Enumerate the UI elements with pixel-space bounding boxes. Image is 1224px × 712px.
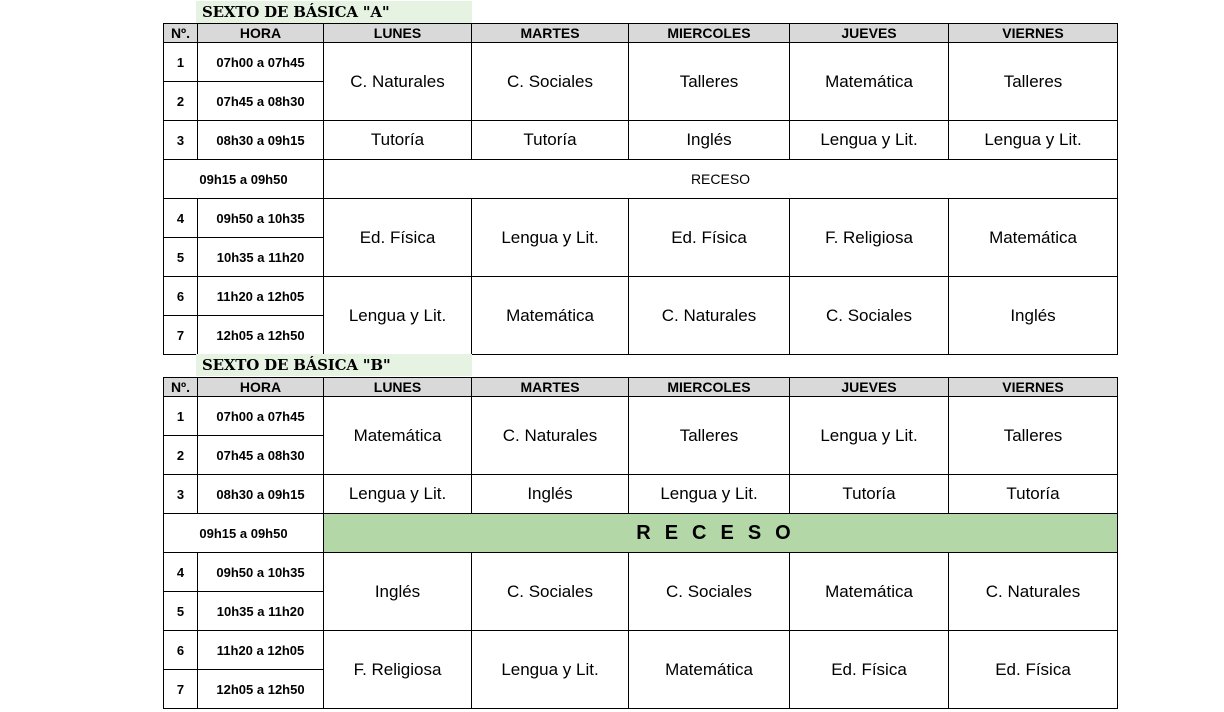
col-header-hora: HORA — [198, 378, 324, 397]
section-title: SEXTO DE BÁSICA "B" — [196, 354, 472, 376]
subject-cell: Talleres — [629, 43, 790, 121]
schedule-table — [163, 23, 1118, 355]
period-number: 3 — [164, 475, 198, 514]
table-row — [164, 277, 1118, 316]
table-row — [164, 43, 1118, 82]
col-header-jueves: JUEVES — [790, 24, 949, 43]
table-row — [164, 475, 1118, 514]
period-number: 7 — [164, 316, 198, 355]
period-number: 5 — [164, 238, 198, 277]
recess-time: 09h15 a 09h50 — [164, 514, 324, 553]
header-row — [164, 24, 1118, 43]
subject-cell: F. Religiosa — [324, 631, 472, 709]
period-number: 4 — [164, 553, 198, 592]
subject-cell: Lengua y Lit. — [629, 475, 790, 514]
period-number: 5 — [164, 592, 198, 631]
col-header-jueves: JUEVES — [790, 378, 949, 397]
subject-cell: Lengua y Lit. — [472, 199, 629, 277]
subject-cell: Matemática — [324, 397, 472, 475]
col-header-viernes: VIERNES — [949, 24, 1118, 43]
period-time: 09h50 a 10h35 — [198, 553, 324, 592]
subject-cell: C. Naturales — [949, 553, 1118, 631]
subject-cell: Talleres — [949, 43, 1118, 121]
subject-cell: Tutoría — [949, 475, 1118, 514]
period-number: 1 — [164, 397, 198, 436]
subject-cell: Lengua y Lit. — [472, 631, 629, 709]
table-row — [164, 553, 1118, 592]
col-header-miercoles: MIERCOLES — [629, 24, 790, 43]
header-row — [164, 378, 1118, 397]
table-row — [164, 121, 1118, 160]
period-time: 07h45 a 08h30 — [198, 436, 324, 475]
subject-cell: Inglés — [472, 475, 629, 514]
col-header-num: Nº. — [164, 378, 198, 397]
subject-cell: Matemática — [472, 277, 629, 355]
subject-cell: Lengua y Lit. — [790, 121, 949, 160]
subject-cell: Matemática — [790, 553, 949, 631]
recess-time: 09h15 a 09h50 — [164, 160, 324, 199]
subject-cell: Ed. Física — [324, 199, 472, 277]
period-time: 09h50 a 10h35 — [198, 199, 324, 238]
subject-cell: C. Sociales — [629, 553, 790, 631]
period-number: 1 — [164, 43, 198, 82]
subject-cell: C. Sociales — [472, 43, 629, 121]
recess-row — [164, 514, 1118, 553]
schedule-table — [163, 377, 1118, 709]
col-header-martes: MARTES — [472, 24, 629, 43]
period-time: 10h35 a 11h20 — [198, 238, 324, 277]
recess-row — [164, 160, 1118, 199]
period-time: 08h30 a 09h15 — [198, 475, 324, 514]
subject-cell: Matemática — [949, 199, 1118, 277]
subject-cell: C. Naturales — [629, 277, 790, 355]
section-title: SEXTO DE BÁSICA "A" — [196, 1, 472, 23]
subject-cell: Ed. Física — [949, 631, 1118, 709]
subject-cell: Inglés — [629, 121, 790, 160]
period-number: 4 — [164, 199, 198, 238]
subject-cell: Lengua y Lit. — [324, 475, 472, 514]
subject-cell: Lengua y Lit. — [790, 397, 949, 475]
subject-cell: Tutoría — [324, 121, 472, 160]
period-number: 3 — [164, 121, 198, 160]
subject-cell: Lengua y Lit. — [324, 277, 472, 355]
subject-cell: Tutoría — [790, 475, 949, 514]
subject-cell: Matemática — [790, 43, 949, 121]
period-time: 11h20 a 12h05 — [198, 631, 324, 670]
subject-cell: Ed. Física — [790, 631, 949, 709]
period-time: 11h20 a 12h05 — [198, 277, 324, 316]
subject-cell: Inglés — [949, 277, 1118, 355]
subject-cell: Matemática — [629, 631, 790, 709]
recess-label: RECESO — [324, 160, 1118, 199]
subject-cell: Inglés — [324, 553, 472, 631]
period-number: 2 — [164, 82, 198, 121]
subject-cell: C. Sociales — [790, 277, 949, 355]
subject-cell: Talleres — [629, 397, 790, 475]
col-header-num: Nº. — [164, 24, 198, 43]
table-row — [164, 199, 1118, 238]
col-header-martes: MARTES — [472, 378, 629, 397]
subject-cell: Ed. Física — [629, 199, 790, 277]
subject-cell: Tutoría — [472, 121, 629, 160]
period-number: 7 — [164, 670, 198, 709]
col-header-hora: HORA — [198, 24, 324, 43]
period-time: 07h00 a 07h45 — [198, 43, 324, 82]
subject-cell: Lengua y Lit. — [949, 121, 1118, 160]
col-header-lunes: LUNES — [324, 378, 472, 397]
subject-cell: C. Sociales — [472, 553, 629, 631]
table-row — [164, 631, 1118, 670]
recess-label: RECESO — [324, 514, 1118, 553]
period-time: 12h05 a 12h50 — [198, 316, 324, 355]
period-number: 6 — [164, 277, 198, 316]
period-time: 10h35 a 11h20 — [198, 592, 324, 631]
subject-cell: C. Naturales — [472, 397, 629, 475]
period-time: 08h30 a 09h15 — [198, 121, 324, 160]
period-time: 12h05 a 12h50 — [198, 670, 324, 709]
col-header-viernes: VIERNES — [949, 378, 1118, 397]
table-row — [164, 397, 1118, 436]
subject-cell: F. Religiosa — [790, 199, 949, 277]
period-time: 07h45 a 08h30 — [198, 82, 324, 121]
period-time: 07h00 a 07h45 — [198, 397, 324, 436]
subject-cell: C. Naturales — [324, 43, 472, 121]
period-number: 2 — [164, 436, 198, 475]
col-header-miercoles: MIERCOLES — [629, 378, 790, 397]
col-header-lunes: LUNES — [324, 24, 472, 43]
period-number: 6 — [164, 631, 198, 670]
subject-cell: Talleres — [949, 397, 1118, 475]
